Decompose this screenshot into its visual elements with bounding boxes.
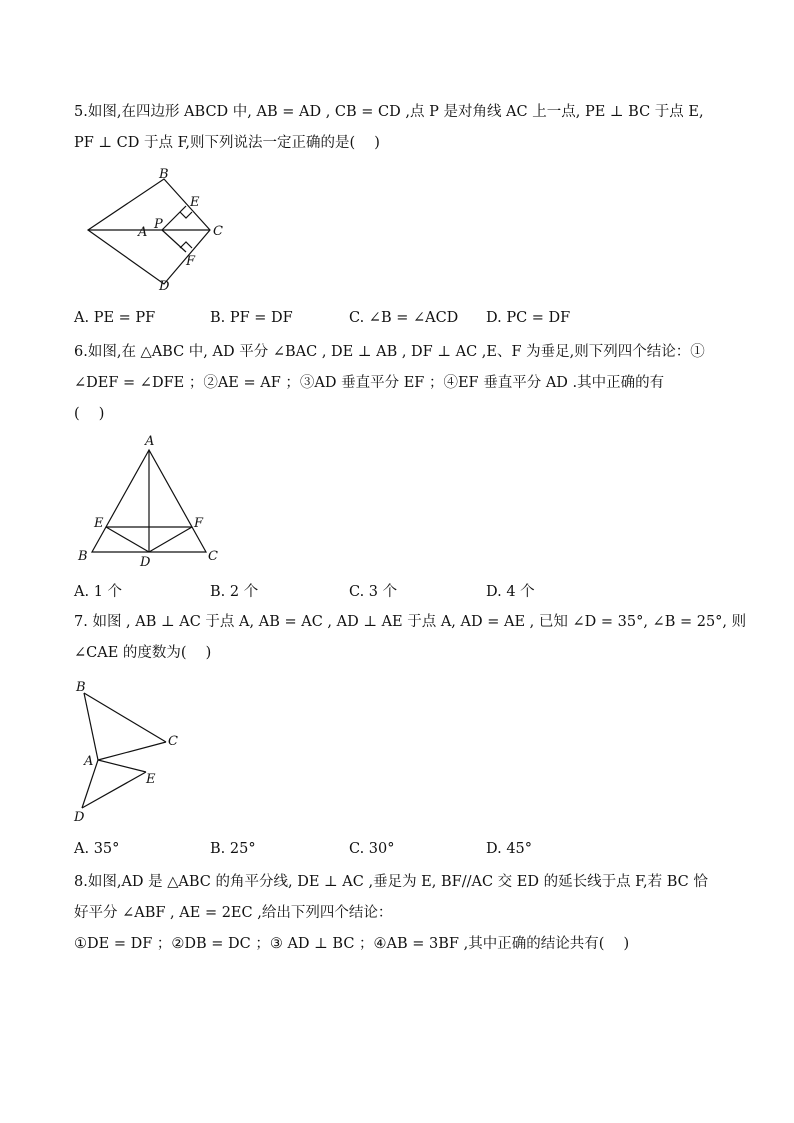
q6-stem-line-2: ∠DEF = ∠DFE ；②AE = AF ；③AD 垂直平分 EF ；④EF 垂直平分 AD .其中正确的有 <box>74 375 665 391</box>
q7-label-C: C <box>168 734 178 749</box>
q6-stem-line-1: 6.如图,在 △ABC 中, AD 平分 ∠BAC , DE ⊥ AB , DF ⊥ AC ,E、F 为垂足,则下列四个结论：① <box>74 344 705 360</box>
q6-label-F: F <box>194 516 204 531</box>
q6-options <box>74 580 734 600</box>
q5-option-d[interactable]: D. PC = DF <box>486 310 571 326</box>
q5-option-b[interactable]: B. PF = DF <box>210 310 293 326</box>
q8-stem-line-3: ①DE = DF ；②DB = DC ；③ AD ⊥ BC ；④AB = 3BF ,其中正确的结论共有( ) <box>74 936 630 952</box>
q7-stem-line-2: ∠CAE 的度数为( ) <box>74 645 212 661</box>
q7-label-A: A <box>84 754 94 769</box>
q6-label-A: A <box>145 434 155 449</box>
q7-option-b[interactable]: B. 25° <box>210 841 256 857</box>
q6-label-C: C <box>208 549 218 564</box>
q6-label-B: B <box>78 549 88 564</box>
q5-stem-line-2: PF ⊥ CD 于点 F,则下列说法一定正确的是( ) <box>74 135 380 151</box>
q5-options <box>74 310 734 330</box>
q8-stem-line-2: 好平分 ∠ABF , AE = 2EC ,给出下列四个结论： <box>74 905 393 921</box>
q5-label-C: C <box>213 224 223 239</box>
q5-option-c[interactable]: C. ∠B = ∠ACD <box>349 310 459 326</box>
q6-stem-line-3: ( ) <box>74 406 105 422</box>
q7-label-D: D <box>74 810 85 825</box>
q5-label-B: B <box>159 167 169 182</box>
q7-options <box>74 841 734 861</box>
q5-label-A: A <box>138 225 148 240</box>
q7-stem-line-1: 7. 如图 , AB ⊥ AC 于点 A, AB = AC , AD ⊥ AE 于点 A, AD = AE , 已知 ∠D = 35°, ∠B = 25°, 则 <box>74 614 747 630</box>
q5-label-F: F <box>186 254 196 269</box>
q7-figure <box>70 675 190 825</box>
q6-label-D: D <box>140 555 151 570</box>
q5-option-a[interactable]: A. PE = PF <box>74 310 156 326</box>
q8-stem-line-1: 8.如图,AD 是 △ABC 的角平分线, DE ⊥ AC ,垂足为 E, BF//AC 交 ED 的延长线于点 F,若 BC 恰 <box>74 874 708 890</box>
q5-stem-line-1: 5.如图,在四边形 ABCD 中, AB = AD , CB = CD ,点 P 是对角线 AC 上一点, PE ⊥ BC 于点 E, <box>74 104 704 120</box>
q6-label-E: E <box>94 516 104 531</box>
q5-label-P: P <box>154 217 163 232</box>
q6-figure <box>72 430 232 570</box>
q5-figure <box>68 164 238 294</box>
q6-option-a[interactable]: A. 1 个 <box>74 584 123 600</box>
q7-label-E: E <box>146 772 156 787</box>
q5-label-E: E <box>190 195 200 210</box>
q5-label-D: D <box>159 279 170 294</box>
q6-option-d[interactable]: D. 4 个 <box>486 584 535 600</box>
q6-option-c[interactable]: C. 3 个 <box>349 584 398 600</box>
q7-label-B: B <box>76 680 86 695</box>
q6-option-b[interactable]: B. 2 个 <box>210 584 259 600</box>
q7-option-a[interactable]: A. 35° <box>74 841 120 857</box>
q7-option-d[interactable]: D. 45° <box>486 841 533 857</box>
q7-option-c[interactable]: C. 30° <box>349 841 395 857</box>
